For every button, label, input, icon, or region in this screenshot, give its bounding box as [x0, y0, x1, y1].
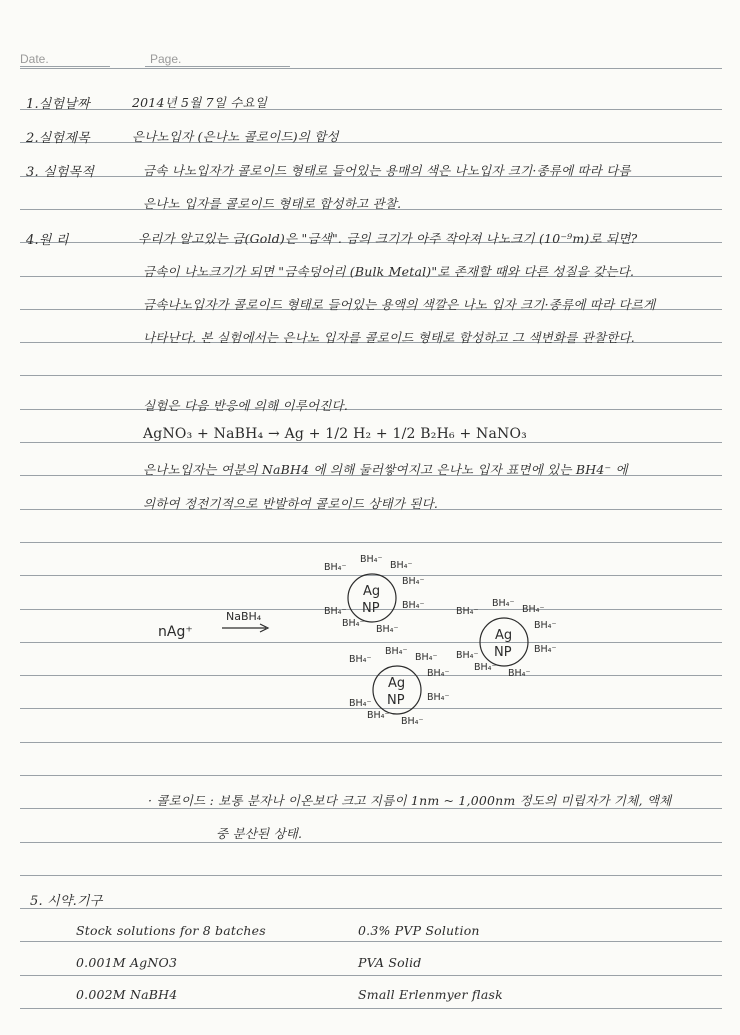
ligand-label: BH₄⁻ [324, 562, 347, 573]
ligand-label: BH₄⁻ [492, 598, 515, 609]
section-3-line-1: 금속 나노입자가 콜로이드 형태로 들어있는 용매의 색은 나노입자 크기·종류에 따라 다름 [143, 163, 631, 178]
section-5-label: 5. 시약.기구 [30, 894, 103, 909]
page-label: Page. [150, 52, 182, 66]
nanoparticle-1 [324, 554, 424, 635]
ligand-label: BH₄⁻ [402, 576, 425, 587]
ligand-label: BH₄⁻ [360, 554, 383, 565]
nanoparticle-label-top: Ag [495, 628, 513, 643]
ligand-label: BH₄⁻ [508, 668, 531, 679]
section-1-value: 2014년 5월 7일 수요일 [132, 95, 268, 110]
nanoparticle-label-bottom: NP [494, 645, 512, 660]
section-1-label: 1.실험날짜 [26, 97, 90, 112]
colloid-line-1: · 콜로이드 : 보통 분자나 이온보다 크고 지름이 1nm ~ 1,000nm 정도의 미립자가 기체, 액체 [148, 793, 672, 808]
ligand-label: BH₄⁻ [427, 692, 450, 703]
nanoparticle-label-bottom: NP [362, 601, 380, 616]
ligand-label: BH₄⁻ [456, 650, 479, 661]
ligand-label: BH₄⁻ [390, 560, 413, 571]
ligand-label: BH₄⁻ [376, 624, 399, 635]
reactant-label: nAg⁺ [158, 624, 193, 640]
section-2-label: 2.실험제목 [26, 131, 90, 146]
reagent-right-1: 0.3% PVP Solution [358, 923, 480, 938]
ligand-label: BH₄⁻ [324, 606, 347, 617]
section-3-label: 3. 실험목적 [26, 165, 95, 180]
reaction-intro: 실험은 다음 반응에 의해 이루어진다. [143, 398, 348, 413]
nanoparticle-label-top: Ag [388, 676, 406, 691]
section-4-line-1: 우리가 알고있는 금(Gold)은 "금색". 금의 크기가 아주 작아져 나노크기 (10⁻⁹m)로 되면? [138, 231, 638, 246]
ligand-label: BH₄⁻ [349, 698, 372, 709]
ligand-label: BH₄⁻ [522, 604, 545, 615]
section-4-line-2: 금속이 나노크기가 되면 "금속덩어리 (Bulk Metal)"로 존재할 때와 다른 성질을 갖는다. [143, 264, 635, 279]
ligand-label: BH₄⁻ [415, 652, 438, 663]
ligand-label: BH₄⁻ [534, 620, 557, 631]
ligand-label: BH₄⁻ [427, 668, 450, 679]
ligand-label: BH₄⁻ [534, 644, 557, 655]
nanoparticle-2 [456, 598, 556, 679]
ligand-label: BH₄⁻ [349, 654, 372, 665]
section-4-line-4: 나타난다. 본 실험에서는 은나노 입자를 콜로이드 형태로 합성하고 그 색변화를 관찰한다. [143, 330, 635, 345]
ligand-label: BH₄⁻ [401, 716, 424, 727]
reagent-right-3: Small Erlenmyer flask [358, 987, 503, 1002]
nanoparticle-label-bottom: NP [387, 693, 405, 708]
ligand-label: BH₄⁻ [474, 662, 497, 673]
section-3-line-2: 은나노 입자를 콜로이드 형태로 합성하고 관찰. [143, 196, 402, 211]
ligand-label: BH₄⁻ [342, 618, 365, 629]
section-4-line-3: 금속나노입자가 콜로이드 형태로 들어있는 용액의 색깔은 나노 입자 크기·종류에 따라 다르게 [143, 297, 656, 312]
reagent-left-1: Stock solutions for 8 batches [76, 923, 266, 938]
ligand-label: BH₄⁻ [367, 710, 390, 721]
ligand-label: BH₄⁻ [456, 606, 479, 617]
date-label: Date. [20, 52, 49, 66]
colloid-line-2: 중 분산된 상태. [216, 826, 303, 841]
reagent-left-3: 0.002M NaBH4 [76, 987, 178, 1002]
ligand-label: BH₄⁻ [385, 646, 408, 657]
reagent-left-2: 0.001M AgNO3 [76, 955, 178, 970]
arrow-label: NaBH₄ [226, 610, 262, 623]
section-2-value: 은나노입자 (은나노 콜로이드)의 합성 [132, 129, 339, 144]
reaction-equation: AgNO₃ + NaBH₄ → Ag + 1/2 H₂ + 1/2 B₂H₆ + NaNO₃ [143, 426, 527, 442]
ligand-label: BH₄⁻ [402, 600, 425, 611]
nanoparticle-label-top: Ag [363, 584, 381, 599]
explanation-line-1: 은나노입자는 여분의 NaBH4 에 의해 둘러쌓여지고 은나노 입자 표면에 있는 BH4⁻ 에 [143, 462, 628, 477]
reagent-right-2: PVA Solid [358, 955, 422, 970]
nanoparticle-3 [349, 646, 449, 727]
section-4-label: 4.원 리 [26, 233, 69, 248]
explanation-line-2: 의하여 정전기적으로 반발하여 콜로이드 상태가 된다. [143, 496, 439, 511]
